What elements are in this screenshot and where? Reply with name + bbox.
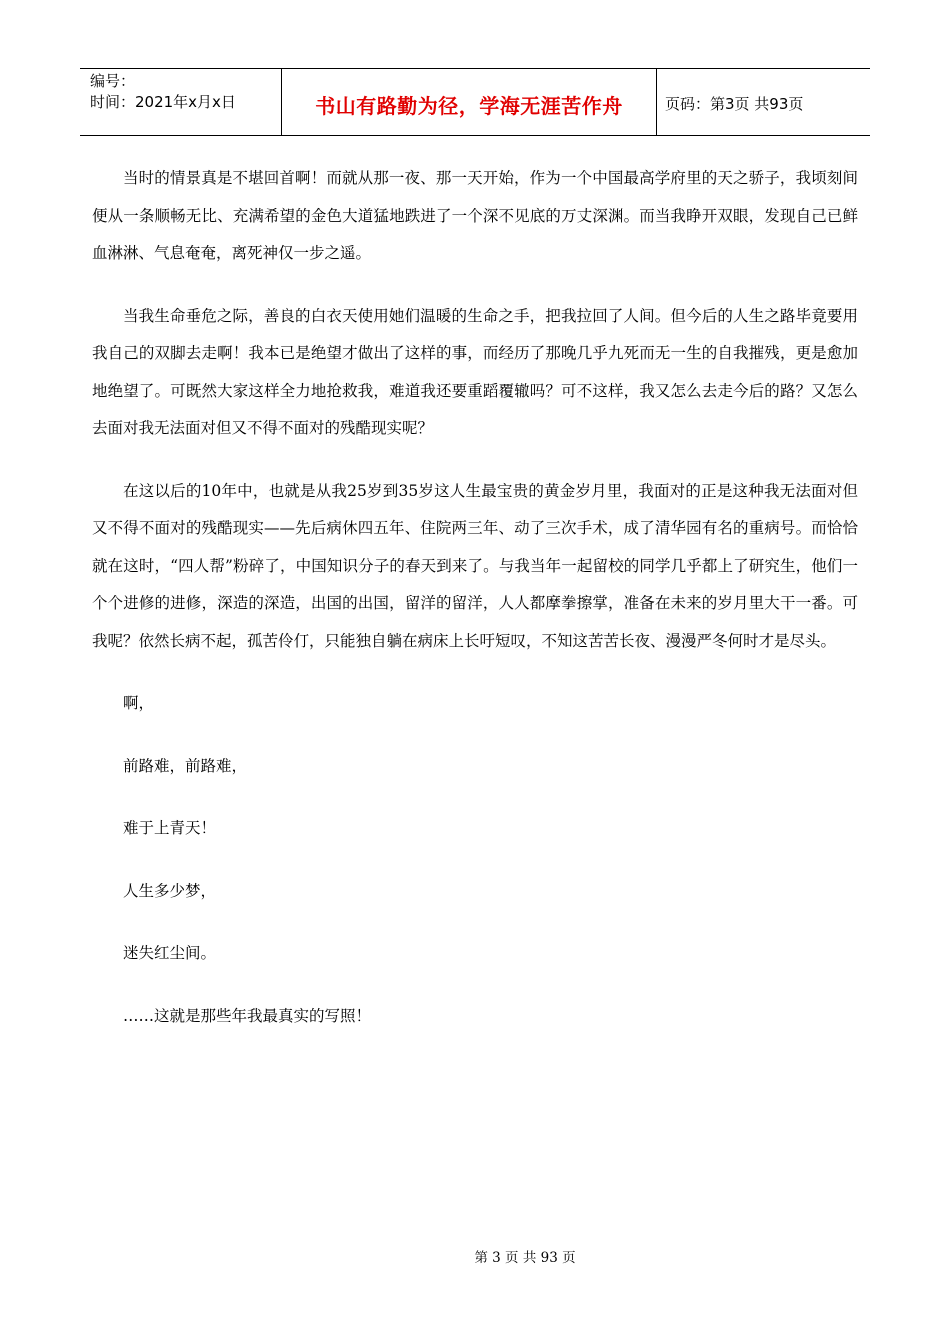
- document-number-label: 编号：: [90, 72, 136, 90]
- document-body: [92, 160, 858, 1060]
- verse-line: 迷失红尘间。: [123, 944, 217, 962]
- verse-line: 难于上青天！: [123, 819, 217, 837]
- document-header: [80, 68, 870, 136]
- header-page-info: 页码：第3页 共93页: [665, 94, 804, 113]
- document-date: 时间：2021年x月x日: [90, 93, 236, 111]
- verse-line: 啊，: [123, 694, 155, 712]
- verse-line: 人生多少梦，: [123, 881, 217, 900]
- body-paragraph: 当时的情景真是不堪回首啊！而就从那一夜、那一天开始，作为一个中国最高学府里的天之骄子，我顷刻间便从一条顺畅无比、充满希望的金色大道猛地跌进了一个深不见底的万丈深渊。而当我睁开双眼，发现自己已鲜血淋淋、气息奄奄，离死神仅一步之遥。: [92, 169, 858, 262]
- verse-line: 前路难，前路难，: [123, 756, 248, 775]
- header-meta: [80, 69, 282, 135]
- verse-line: ……这就是那些年我最真实的写照！: [123, 1006, 372, 1025]
- header-motto: 书山有路勤为径，学海无涯苦作舟: [282, 69, 657, 135]
- body-paragraph: 当我生命垂危之际，善良的白衣天使用她们温暖的生命之手，把我拉回了人间。但今后的人生之路毕竟要用我自己的双脚去走啊！我本已是绝望才做出了这样的事，而经历了那晚几乎九死而无一生的自我摧残，更是愈加地绝望了。可既然大家这样全力地抢救我，难道我还要重蹈覆辙吗？可不这样，我又怎么去走今后的路？又怎么去面对我无法面对但又不得不面对的残酷现实呢？: [92, 306, 858, 437]
- page-footer: 第 3 页 共 93 页: [474, 1250, 576, 1266]
- body-paragraph: 在这以后的10年中，也就是从我25岁到35岁这人生最宝贵的黄金岁月里，我面对的正是这种我无法面对但又不得不面对的残酷现实——先后病休四五年、住院两三年、动了三次手术，成了清华园有名的重病号。而恰恰就在这时，“四人帮”粉碎了，中国知识分子的春天到来了。与我当年一起留校的同学几乎都上了研究生，他们一个个进修的进修，深造的深造，出国的出国，留洋的留洋，人人都摩拳擦掌，准备在未来的岁月里大干一番。可我呢？依然长病不起，孤苦伶仃，只能独自躺在病床上长吁短叹，不知这苦苦长夜、漫漫严冬何时才是尽头。: [92, 481, 858, 650]
